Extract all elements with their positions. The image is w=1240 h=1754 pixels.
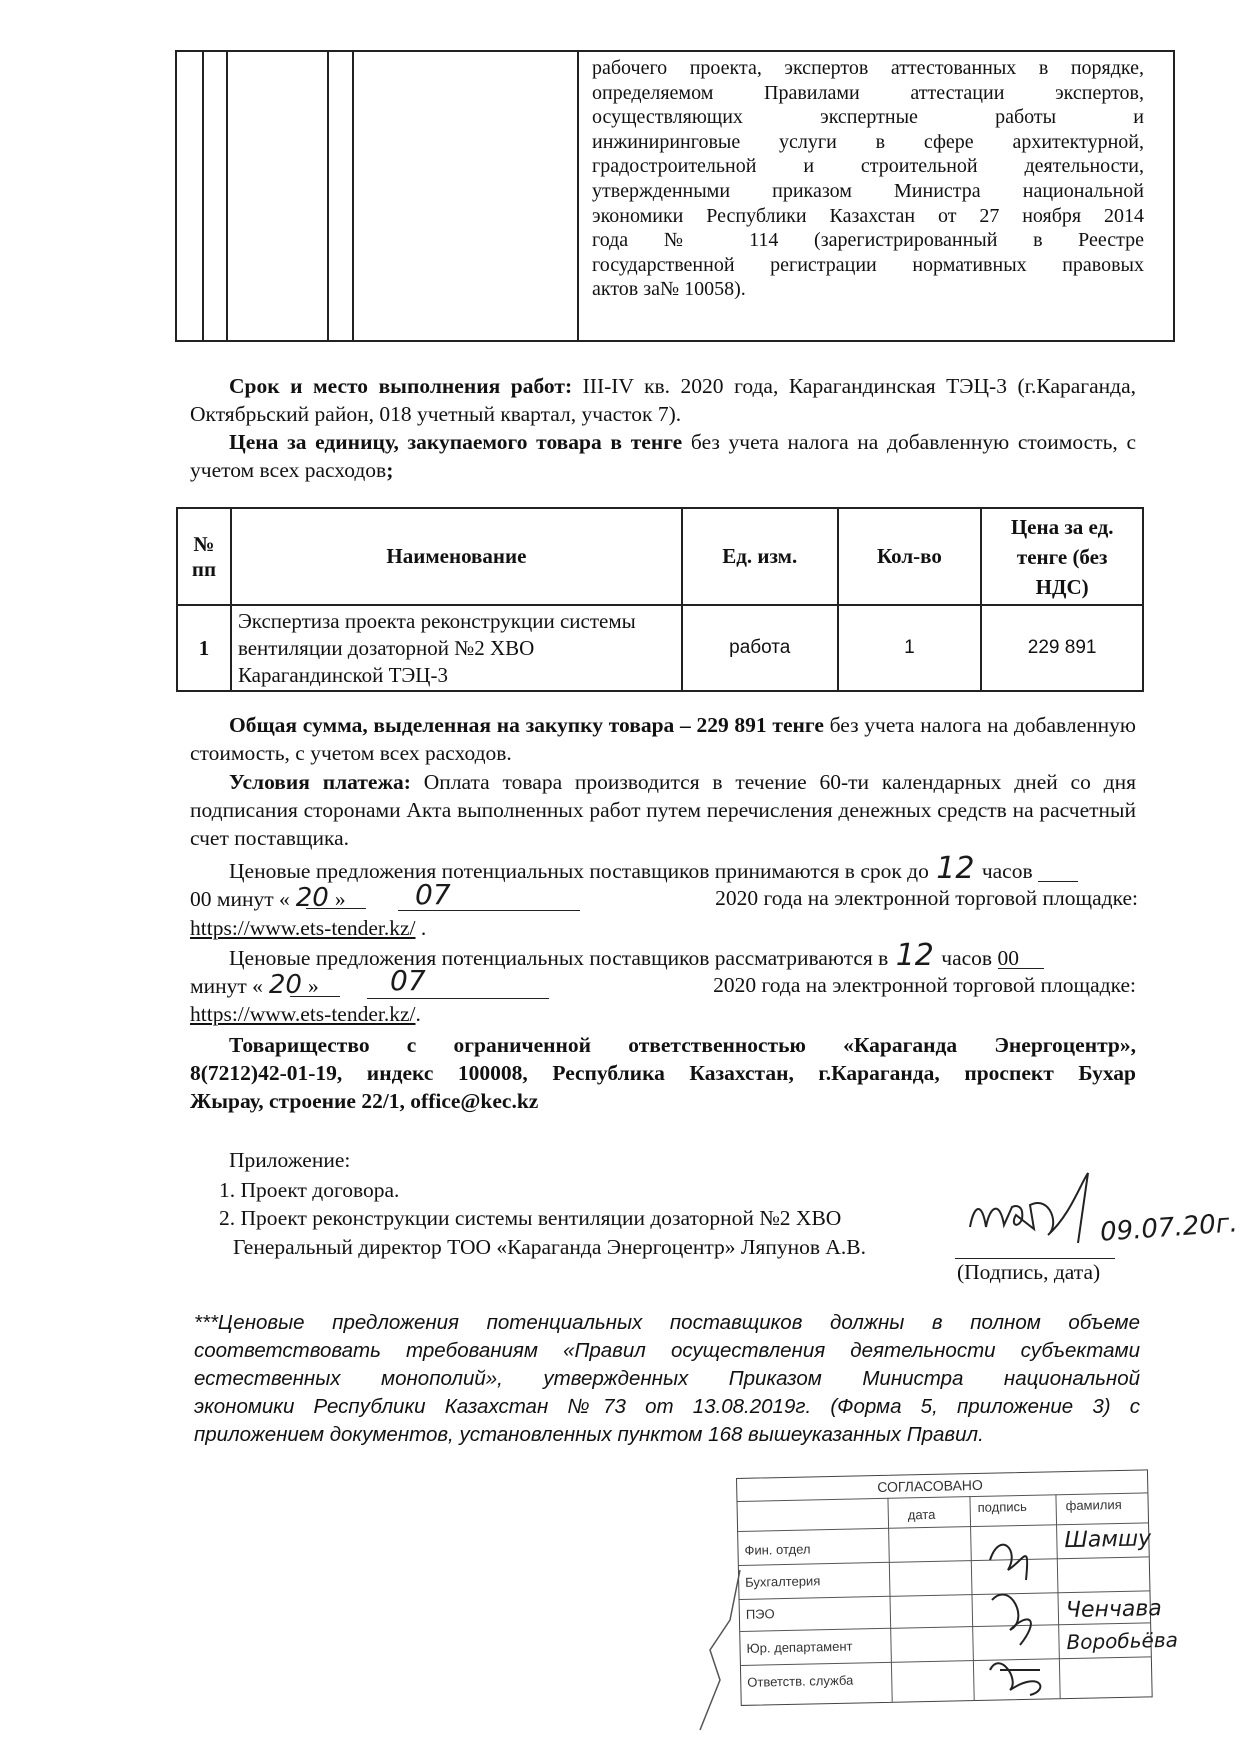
row-qty: 1: [838, 605, 982, 691]
unit-price-end: ;: [386, 458, 394, 482]
header-num: № пп: [177, 508, 231, 605]
text-line: года № 114 (зарегистрированный в Реестре: [592, 229, 1144, 252]
table-column-divider: [352, 52, 354, 340]
total-text: без учета налога на добавленную стоимость, с учетом всех расходов.: [190, 713, 1136, 765]
deadline-paragraph: [190, 372, 1136, 428]
company-line: Товарищество с ограниченной ответственностью «Караганда Энергоцентр»,: [229, 1033, 1136, 1057]
fill-underline: [398, 910, 580, 911]
text-line: утвержденными приказом Министра национальной: [592, 179, 1144, 202]
company-info: [190, 1031, 1136, 1115]
offers-accept-platform: 2020 года на электронной торговой площадке:: [715, 886, 1138, 910]
table-column-divider: [577, 52, 579, 340]
table-header-row: [177, 508, 1143, 605]
company-line: 8(7212)42-01-19, индекс 100008, Республика Казахстан, г.Караганда, проспект Бухар: [190, 1061, 1136, 1085]
offers-review-platform: 2020 года на электронной торговой площадке:: [713, 973, 1136, 997]
quote-close: »: [307, 974, 319, 998]
table-column-divider: [202, 52, 204, 340]
offers-review-hours-word: часов 00: [941, 946, 1019, 970]
stamp-col-sign: подпись: [977, 1498, 1027, 1515]
stamp-col-name: фамилия: [1065, 1496, 1122, 1514]
handwritten-hour: 12: [895, 938, 934, 973]
footnote: [194, 1309, 1140, 1449]
payment-text: Оплата товара производится в течение 60-ти календарных дней со дня подписания сторонами Акта выполненных работ путем перечисления денежных средств на расчетный счет поставщика.: [190, 770, 1136, 850]
table-column-divider: [327, 52, 329, 340]
handwritten-hour: 12: [936, 851, 975, 886]
quote-close: »: [334, 887, 346, 911]
stamp-row-label: Ответств. служба: [747, 1672, 854, 1690]
attachments-title: Приложение:: [229, 1148, 351, 1172]
stamp-handwritten-name: Воробьёва: [1066, 1627, 1179, 1655]
header-qty: Кол-во: [838, 508, 982, 605]
offers-accept-hours-word: часов: [981, 859, 1033, 883]
stamp-row-label: Юр. департамент: [746, 1638, 853, 1656]
requirements-text-cell: [592, 56, 1144, 302]
offers-accept-url-line: [190, 914, 426, 942]
footnote-line: ***Ценовые предложения потенциальных поставщиков должны в полном объеме: [194, 1311, 1140, 1334]
handwritten-day: 20: [268, 970, 302, 1000]
total-label: Общая сумма, выделенная на закупку товара – 229 891 тенге: [229, 713, 824, 737]
stamp-col-date: дата: [907, 1506, 936, 1523]
fill-underline: [998, 968, 1044, 969]
stamp-row-label: ПЭО: [745, 1606, 775, 1622]
attachment-item: 1. Проект договора.: [219, 1178, 400, 1202]
fill-underline: [306, 908, 366, 909]
table-row: [177, 605, 1143, 691]
offers-review-minutes: минут «: [190, 974, 263, 998]
offers-accept-text: Ценовые предложения потенциальных поставщиков принимаются в срок до: [229, 859, 929, 883]
header-price: Цена за ед. тенге (без НДС): [981, 508, 1143, 605]
header-unit: Ед. изм.: [682, 508, 838, 605]
text-line: осуществляющих экспертные работы и: [592, 106, 1144, 129]
margin-scribble: [690, 1560, 750, 1740]
company-line: Жырау, строение 22/1, office@kec.kz: [190, 1089, 539, 1113]
handwritten-day: 20: [295, 883, 329, 913]
row-unit: работа: [682, 605, 838, 691]
row-name: Экспертиза проекта реконструкции системы вентиляции дозаторной №2 ХВО Карагандинской ТЭЦ-3: [231, 605, 682, 691]
footnote-line: экономики Республики Казахстан №73 от 13.08.2019г. (Форма 5, приложение 3) с: [194, 1395, 1140, 1418]
deadline-label: Срок и место выполнения работ:: [229, 374, 573, 398]
signatory-line: Генеральный директор ТОО «Караганда Энергоцентр» Ляпунов А.В.: [233, 1235, 867, 1259]
text-line: экономики Республики Казахстан от 27 ноября 2014: [592, 204, 1144, 227]
signature-date: 09.07.20г.: [1099, 1208, 1239, 1248]
fill-underline: [367, 998, 549, 999]
unit-price-text: без учета налога на добавленную стоимость, с учетом всех расходов: [190, 430, 1136, 482]
text-line: государственной регистрации нормативных правовых: [592, 253, 1144, 276]
row-num: 1: [177, 605, 231, 691]
period: .: [415, 1002, 421, 1026]
price-table: [176, 507, 1144, 692]
stamp-title: СОГЛАСОВАНО: [877, 1476, 983, 1496]
offers-accept-minutes: 00 минут «: [190, 887, 290, 911]
offers-accept-line1: [229, 851, 1136, 886]
offers-review-url-line: [190, 1000, 421, 1028]
signature-mark: [960, 1165, 1110, 1260]
period: .: [420, 916, 427, 940]
text-line: определяемом Правилами аттестации экспертов,: [592, 81, 1144, 104]
stamp-row-label: Бухгалтерия: [745, 1573, 821, 1590]
payment-label: Условия платежа:: [229, 770, 411, 794]
unit-price-paragraph: [190, 428, 1136, 484]
table-column-divider: [226, 52, 228, 340]
signature-caption: (Подпись, дата): [957, 1260, 1101, 1284]
attachments-list: [219, 1176, 841, 1232]
ets-tender-link[interactable]: https://www.ets-tender.kz/: [190, 1002, 416, 1026]
text-line: градостроительной и строительной деятельности,: [592, 155, 1144, 178]
attachments-block: [229, 1146, 350, 1174]
text-line: актов за№ 10058).: [592, 278, 746, 301]
attachment-item: 2. Проект реконструкции системы вентиляции дозаторной №2 ХВО: [219, 1206, 842, 1230]
handwritten-month: 07: [415, 878, 451, 911]
header-name: Наименование: [231, 508, 682, 605]
fill-underline: [290, 996, 340, 997]
deadline-text: III-IV кв. 2020 года, Карагандинская ТЭЦ-3 (г.Караганда, Октябрьский район, 018 учетный квартал, участок 7).: [190, 374, 1136, 426]
continuation-table: [175, 50, 1175, 342]
footnote-line: естественных монополий», утвержденных Приказом Министра национальной: [194, 1367, 1140, 1390]
handwritten-month: 07: [390, 964, 426, 997]
stamp-handwritten-name: Ченчава: [1065, 1596, 1163, 1624]
row-price: 229 891: [981, 605, 1143, 691]
payment-paragraph: [190, 768, 1136, 852]
stamp-signatures: [980, 1520, 1110, 1720]
stamp-handwritten-name: Шамшу: [1064, 1526, 1152, 1554]
text-line: инжиниринговые услуги в сфере архитектурной,: [592, 130, 1144, 153]
unit-price-label: Цена за единицу, закупаемого товара в тенге: [229, 430, 683, 454]
footnote-line: приложением документов, установленных пунктом 168 вышеуказанных Правил.: [194, 1423, 984, 1446]
fill-underline: [1038, 881, 1078, 882]
stamp-row-label: Фин. отдел: [744, 1541, 811, 1558]
footnote-line: соответствовать требованиям «Правил осуществления деятельности субъектами: [194, 1339, 1140, 1362]
ets-tender-link[interactable]: https://www.ets-tender.kz/: [190, 916, 416, 940]
offers-review-text: Ценовые предложения потенциальных поставщиков рассматриваются в: [229, 946, 889, 970]
total-paragraph: [190, 711, 1136, 767]
text-line: рабочего проекта, экспертов аттестованных в порядке,: [592, 57, 1144, 79]
